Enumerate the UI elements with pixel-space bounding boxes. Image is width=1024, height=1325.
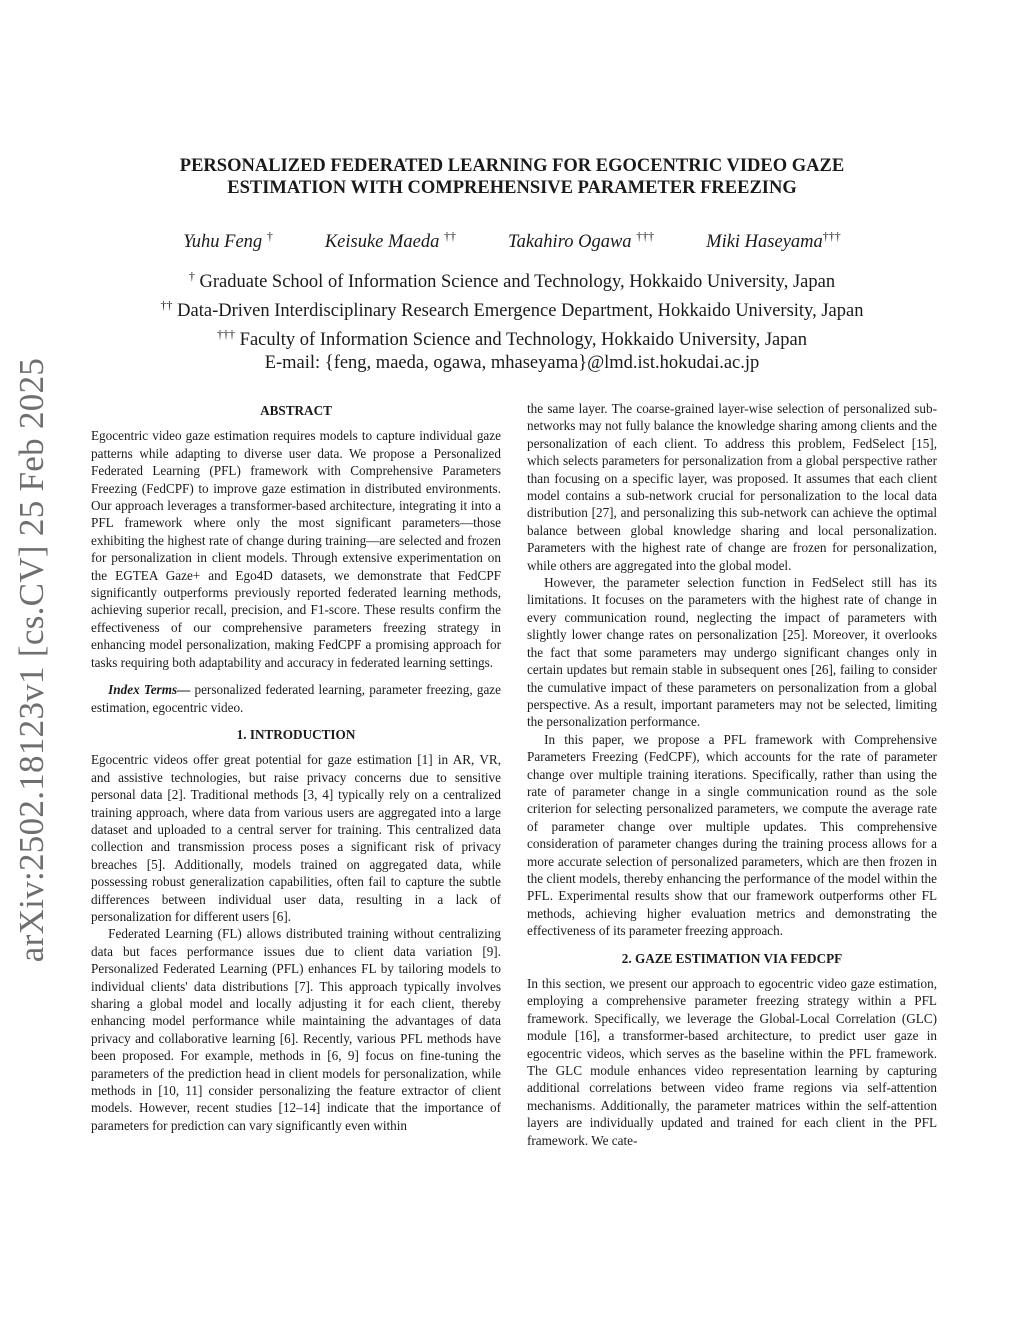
section2-paragraph: In this section, we present our approach to egocentric video gaze estimation, employing a comprehensive parameter freezing strategy within a PFL framework. Specifically, we leverage the Global-Local Correlation (GLC) module [16], a transformer-based architecture, to predict user gaze in egocentric videos, which serves as the baseline within the PFL framework. The GLC module enhances video representation learning by capturing additional correlations between video frame regions via self-attention mechanisms. Additionally, the parameter matrices within the self-attention layers are individually updated and trained for each client in the PFL framework. We cate- (527, 976, 937, 1148)
left-column (91, 400, 501, 1134)
affiliation-text: Data-Driven Interdisciplinary Research Emergence Department, Hokkaido University, Japan (177, 301, 864, 322)
affiliations (110, 265, 914, 375)
author-affiliation-mark: † (266, 229, 273, 243)
intro-paragraph: Egocentric videos offer great potential for gaze estimation [1] in AR, VR, and assistive technologies, but raise privacy concerns due to sensitive personal data [2]. Traditional methods [3, 4] typically rely on a centralized training approach, where data from various users are aggregated into a large dataset and uploaded to a central server for training. This centralized data collection and transmission process poses a significant risk of privacy breaches [5]. Additionally, models trained on aggregated data, while possessing robust generalization capabilities, often fail to capture the subtle differences between individual user data, resulting in a lack of personalization for different users [6]. (91, 752, 501, 924)
index-terms-text: personalized federated learning, parameter freezing, gaze estimation, egocentric video. (91, 682, 502, 715)
author (706, 222, 841, 253)
author-name: Miki Haseyama (706, 232, 823, 253)
affiliation-mark: ††† (217, 327, 236, 342)
author (324, 222, 456, 253)
intro-paragraph: However, the parameter selection function in FedSelect still has its limitations. It focuses on the parameters with the highest rate of change in every communication round, neglecting the impact of parameters with slightly lower change rates on personalization [25]. Moreover, it overlooks the fact that some parameters may undergo significant changes only in certain updates but remain stable in subsequent ones [26], failing to consider the cumulative impact of these parameters on personalization from a global perspective. As a result, important parameters may not be selected, limiting the personalization performance. (527, 575, 937, 730)
affiliation-line (110, 265, 914, 294)
author-affiliation-mark: ††† (822, 229, 841, 243)
affiliation-text: Faculty of Information Science and Technology, Hokkaido University, Japan (239, 330, 807, 351)
index-terms-label: Index Terms— (108, 682, 191, 698)
affiliation-mark: † (188, 269, 195, 283)
author-affiliation-mark: †† (444, 229, 456, 243)
author-affiliation-mark: ††† (636, 229, 655, 243)
author (183, 222, 273, 253)
affiliation-line (110, 323, 914, 352)
index-terms (91, 681, 501, 716)
abstract-text: Egocentric video gaze estimation requires models to capture individual gaze patterns while adapting to diverse user data. We propose a Personalized Federated Learning (PFL) framework with Comprehensive Parameters Freezing (FedCPF) to improve gaze estimation in distributed environments. Our approach leverages a transformer-based architecture, integrating it into a PFL framework where only the most significant parameters—those exhibiting the highest rate of change during training—are selected and frozen for personalization in client models. Through extensive experimentation on the EGTEA Gaze+ and Ego4D datasets, we demonstrate that FedCPF significantly outperforms previously reported federated learning methods, achieving superior recall, precision, and F1-score. These results confirm the effectiveness of our comprehensive parameters freezing strategy in enhancing model personalization, making FedCPF a promising approach for tasks requiring both adaptability and accuracy in federated learning settings. (91, 428, 501, 670)
abstract-heading: ABSTRACT (260, 403, 332, 418)
paper-title (110, 155, 914, 199)
intro-paragraph: Federated Learning (FL) allows distributed training without centralizing data but faces performance issues due to client data variation [9]. Personalized Federated Learning (PFL) enhances FL by tailoring models to individual clients' data distributions [7]. This approach typically involves sharing a global model and locally adjusting it for each client, thereby enhancing model performance while maintaining the advantages of data privacy and collaborative learning [6]. Recently, various PFL methods have been proposed. For example, methods in [6, 9] focus on fine-tuning the parameters of the prediction head in client models for personalization, while methods in [10, 11] consider personalizing the feature extractor of client models. However, recent studies [12–14] indicate that the importance of parameters for prediction can vary significantly even within (91, 926, 501, 1133)
author-list (110, 222, 914, 253)
arxiv-identifier: arXiv:2502.18123v1 [cs.CV] 25 Feb 2025 (12, 357, 51, 963)
author-name: Keisuke Maeda (324, 232, 440, 253)
author-name: Yuhu Feng (183, 232, 263, 253)
paper-title-line1: PERSONALIZED FEDERATED LEARNING FOR EGOCENTRIC VIDEO GAZE (179, 156, 845, 176)
arxiv-sidebar (5, 340, 59, 980)
author-name: Takahiro Ogawa (508, 232, 632, 253)
author (508, 222, 655, 253)
section2-heading: 2. GAZE ESTIMATION VIA FEDCPF (621, 950, 843, 966)
intro-paragraph: the same layer. The coarse-grained layer-wise selection of personalized sub-networks may not fully balance the knowledge sharing among clients and the personalization of each client. To address this problem, FedSelect [15], which selects parameters for personalization from a global perspective rather than focusing on a specific layer, was proposed. It assumes that each client model contains a sub-network crucial for personalization to the local data distribution [27], and personalizing this sub-network can achieve the optimal balance between global knowledge sharing and local personalization. Parameters with the highest rate of change are frozen for personalization, while others are aggregated into the global model. (527, 401, 937, 573)
intro-paragraph: In this paper, we propose a PFL framework with Comprehensive Parameters Freezing (FedCPF), which accounts for the rate of parameter change over multiple training iterations. Specifically, rather than using the rate of parameter change in a single communication round as the sole criterion for selecting personalized parameters, we compute the average rate of parameter change over multiple updates. This comprehensive consideration of parameter changes during the training process allows for a more accurate selection of personalized parameters, which are then frozen in the client models, thereby enhancing the performance of the model within the PFL. Experimental results show that our framework outperforms other FL methods, achieving higher evaluation metrics and demonstrating the effectiveness of its parameter freezing approach. (527, 731, 937, 939)
right-column (527, 400, 937, 1149)
affiliation-mark: †† (160, 298, 173, 313)
paper-title-line2: ESTIMATION WITH COMPREHENSIVE PARAMETER FREEZING (227, 178, 797, 198)
affiliation-line (110, 294, 914, 323)
introduction-heading: 1. INTRODUCTION (236, 726, 356, 742)
affiliation-text: Graduate School of Information Science and Technology, Hokkaido University, Japan (199, 272, 836, 293)
contact-email: E-mail: {feng, maeda, ogawa, mhaseyama}@lmd.ist.hokudai.ac.jp (264, 353, 760, 374)
